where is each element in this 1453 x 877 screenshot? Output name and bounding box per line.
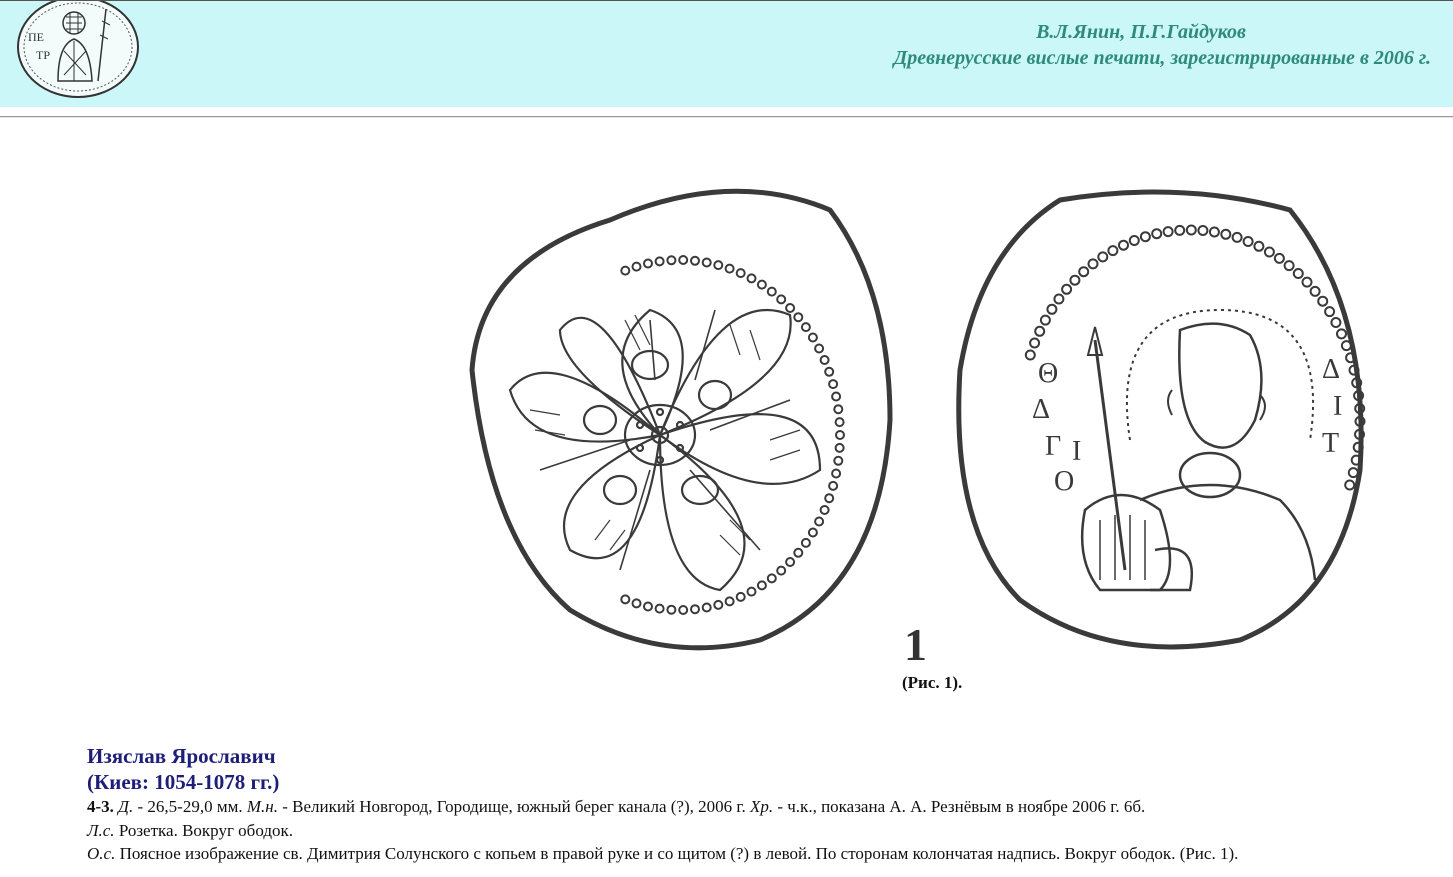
ls-label: Л.с. xyxy=(87,820,115,840)
bead-dot xyxy=(714,261,722,269)
bead-dot xyxy=(786,304,794,312)
bead-dot xyxy=(1303,278,1312,287)
bead-dot xyxy=(1079,267,1088,276)
bead-dot xyxy=(633,263,641,271)
ruler-period[interactable]: (Киев: 1054-1078 гг.) xyxy=(87,770,280,794)
bead-dot xyxy=(748,588,756,596)
bead-dot xyxy=(777,295,785,303)
bead-dot xyxy=(1265,248,1274,257)
bead-dot xyxy=(825,368,833,376)
os-value: Поясное изображение св. Димитрия Солунского с копьем в правой руке и со щитом (?) в левой. По сторонам колончатая надпись. Вокруг ободок. (Рис. 1). xyxy=(115,844,1239,863)
bead-dot xyxy=(1325,307,1334,316)
bead-dot xyxy=(768,574,776,582)
bead-dot xyxy=(1233,233,1242,242)
bead-dot xyxy=(802,323,810,331)
bead-dot xyxy=(815,518,823,526)
bead-dot xyxy=(679,256,687,264)
svg-text:ТР: ТР xyxy=(36,48,51,62)
bead-dot xyxy=(1342,341,1351,350)
bead-dot xyxy=(1026,351,1035,360)
bead-dot xyxy=(621,267,629,275)
bead-dot xyxy=(1337,329,1346,338)
description-line-3[interactable] xyxy=(87,842,1238,866)
bead-dot xyxy=(829,482,837,490)
ls-value: Розетка. Вокруг ободок. xyxy=(114,820,293,840)
inscription-letter: Ο xyxy=(1054,466,1075,497)
mn-value: - Великий Новгород, Городище, южный берег канала (?), 2006 г. xyxy=(277,797,750,816)
bead-dot xyxy=(1198,226,1207,235)
bead-dot xyxy=(829,380,837,388)
bead-dot xyxy=(726,597,734,605)
bead-dot xyxy=(836,444,844,452)
bead-dot xyxy=(644,603,652,611)
bead-dot xyxy=(832,470,840,478)
authors-line[interactable]: В.Л.Янин, П.Г.Гайдуков xyxy=(1036,21,1246,43)
inscription-letter: Τ xyxy=(1322,428,1340,459)
bead-dot xyxy=(1187,226,1196,235)
bead-dot xyxy=(1089,259,1098,268)
bead-dot xyxy=(825,494,833,502)
bead-dot xyxy=(1254,242,1263,251)
bead-dot xyxy=(1294,269,1303,278)
bead-dot xyxy=(691,605,699,613)
bead-dot xyxy=(726,265,734,273)
page-header xyxy=(0,0,1453,107)
bead-dot xyxy=(1062,285,1071,294)
seal-logo-icon[interactable] xyxy=(14,1,144,101)
figure-caption: (Рис. 1). xyxy=(902,673,963,692)
bead-dot xyxy=(786,558,794,566)
bead-dot xyxy=(802,539,810,547)
bead-dot xyxy=(1311,287,1320,296)
bead-dot xyxy=(679,606,687,614)
bead-dot xyxy=(1318,297,1327,306)
bead-dot xyxy=(777,567,785,575)
bead-dot xyxy=(1244,237,1253,246)
bead-dot xyxy=(1108,246,1117,255)
bead-dot xyxy=(1210,228,1219,237)
bead-dot xyxy=(809,529,817,537)
bead-dot xyxy=(1345,481,1354,490)
bead-dot xyxy=(1141,232,1150,241)
bead-dot xyxy=(621,595,629,603)
bead-dot xyxy=(644,260,652,268)
ruler-name[interactable]: Изяслав Ярославич xyxy=(87,744,276,768)
bead-dot xyxy=(1035,327,1044,336)
bead-dot xyxy=(1275,254,1284,263)
bead-dot xyxy=(836,418,844,426)
seal-obverse-saint xyxy=(959,192,1365,647)
bead-dot xyxy=(1070,276,1079,285)
bead-dot xyxy=(1349,468,1358,477)
bead-dot xyxy=(714,601,722,609)
bead-dot xyxy=(794,313,802,321)
bead-dot xyxy=(809,334,817,342)
bead-dot xyxy=(1098,252,1107,261)
ruler-heading xyxy=(87,743,279,795)
bead-dot xyxy=(758,281,766,289)
os-label: О.с. xyxy=(87,844,116,863)
bead-dot xyxy=(667,606,675,614)
seal-reverse-rosette xyxy=(472,191,890,648)
hr-label: Хр. xyxy=(749,797,774,816)
bead-dot xyxy=(1152,229,1161,238)
inscription-letter: Δ xyxy=(1322,354,1341,385)
bead-dot xyxy=(1047,305,1056,314)
bead-dot xyxy=(836,431,844,439)
description-line-1[interactable] xyxy=(87,795,1238,819)
bead-dot xyxy=(821,356,829,364)
bead-dot xyxy=(1331,318,1340,327)
bead-dot xyxy=(821,506,829,514)
seal-description xyxy=(87,795,1238,866)
inscription-letter: Δ xyxy=(1032,394,1051,425)
bead-dot xyxy=(1175,226,1184,235)
bead-dot xyxy=(834,405,842,413)
publication-title[interactable]: Древнерусские вислые печати, зарегистрированные в 2006 г. xyxy=(893,47,1431,69)
bead-dot xyxy=(1119,241,1128,250)
bead-dot xyxy=(667,256,675,264)
bead-dot xyxy=(737,269,745,277)
bead-dot xyxy=(1041,316,1050,325)
bead-dot xyxy=(794,549,802,557)
horizontal-divider xyxy=(0,116,1453,118)
bead-dot xyxy=(656,605,664,613)
entry-id: 4-3. xyxy=(87,797,114,816)
bead-dot xyxy=(1030,339,1039,348)
inscription-letter: Ι xyxy=(1072,436,1082,467)
bead-dot xyxy=(703,604,711,612)
seal-inscription xyxy=(1032,354,1342,497)
d-value: - 26,5-29,0 мм. xyxy=(133,797,247,816)
bead-dot xyxy=(1130,236,1139,245)
bead-dot xyxy=(1164,227,1173,236)
figure-number: 1 xyxy=(904,619,927,670)
bead-dot xyxy=(1285,261,1294,270)
bead-dot xyxy=(691,257,699,265)
inscription-letter: Θ xyxy=(1038,358,1059,389)
bead-dot xyxy=(633,599,641,607)
bead-dot xyxy=(758,581,766,589)
description-line-2[interactable] xyxy=(87,819,1238,843)
bead-dot xyxy=(1054,295,1063,304)
inscription-letter: Γ xyxy=(1045,431,1062,462)
bead-dot xyxy=(834,457,842,465)
bead-dot xyxy=(737,593,745,601)
hr-value: - ч.к., показана А. А. Резнёвым в ноябре 2006 г. 6б. xyxy=(773,797,1146,816)
bead-dot xyxy=(703,259,711,267)
svg-text:ПЕ: ПЕ xyxy=(28,30,44,44)
bead-dot xyxy=(748,274,756,282)
header-titles xyxy=(731,19,1431,71)
bead-dot xyxy=(832,393,840,401)
bead-dot xyxy=(656,257,664,265)
bead-dot xyxy=(1221,230,1230,239)
seal-drawing xyxy=(460,170,1410,670)
inscription-letter: Ι xyxy=(1333,391,1343,422)
mn-label: М.н. xyxy=(246,797,278,816)
d-label: Д. xyxy=(118,797,134,816)
bead-dot xyxy=(815,345,823,353)
bead-dot xyxy=(768,288,776,296)
